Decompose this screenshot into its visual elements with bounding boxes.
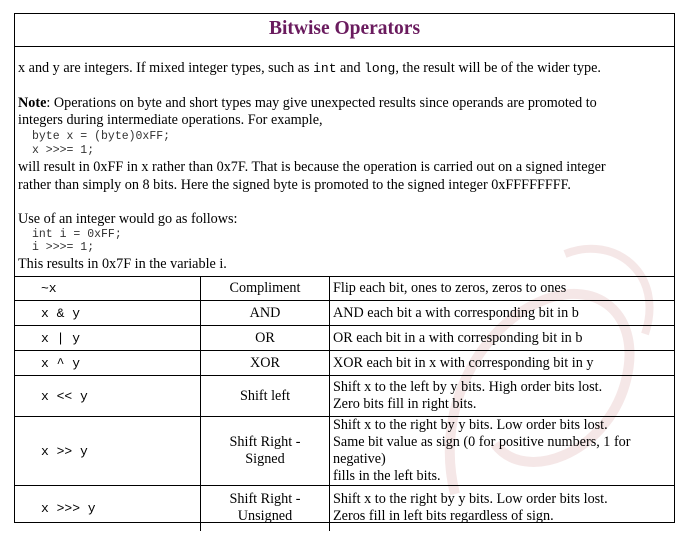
operator-name-cell: OR (201, 326, 330, 351)
operator-cell: x >> y (15, 417, 201, 486)
description-line: AND each bit a with corresponding bit in b (333, 304, 579, 321)
note-paragraph-line3: will result in 0xFF in x rather than 0x7F. That is because the operation is carried out on a signed integer (18, 159, 606, 175)
description-line: Zero bits fill in right bits. (333, 396, 477, 412)
description-cell (330, 417, 675, 486)
page-title: Bitwise Operators (268, 18, 421, 39)
description-cell (330, 486, 675, 531)
table-row (15, 326, 674, 351)
operators-table (15, 276, 674, 531)
description-line: Shift x to the right by y bits. Low order bits lost. (333, 491, 608, 508)
description-cell (330, 376, 675, 417)
description-line: OR each bit in a with corresponding bit in b (333, 329, 583, 346)
description-cell (330, 277, 675, 301)
table-row (15, 417, 674, 486)
code-example-shift: x >>>= 1; (32, 144, 95, 157)
operator-cell: x << y (15, 376, 201, 417)
operator-name-cell: Shift Right - Unsigned (201, 486, 330, 531)
operator-name-cell: AND (201, 301, 330, 326)
table-row (15, 277, 674, 301)
document-frame (14, 13, 675, 523)
operator-cell: x & y (15, 301, 201, 326)
table-row (15, 351, 674, 376)
operator-cell: x >>> y (15, 486, 201, 531)
operator-name-cell: XOR (201, 351, 330, 376)
use-result: This results in 0x7F in the variable i. (18, 256, 227, 272)
intro-paragraph: x and y are integers. If mixed integer types, such as int and long, the result will be of the wider type. (18, 60, 601, 76)
description-line: Shift x to the left by y bits. High order bits lost. (333, 379, 603, 395)
description-cell (330, 351, 675, 376)
description-cell (330, 326, 675, 351)
operator-name-cell: Shift Right - Signed (201, 417, 330, 486)
operator-name-cell: Shift left (201, 376, 330, 417)
note-paragraph-line2: integers during intermediate operations. For example, (18, 112, 323, 128)
note-paragraph-line4: rather than simply on 8 bits. Here the signed byte is promoted to the signed integer 0xFFFFFFFF. (18, 177, 571, 193)
code-example-int-shift: i >>>= 1; (32, 241, 95, 254)
description-line: Zeros fill in left bits regardless of sign. (333, 508, 554, 525)
operator-cell: x ^ y (15, 351, 201, 376)
description-line: Shift x to the right by y bits. Low order bits lost. (333, 417, 608, 433)
table-row (15, 301, 674, 326)
operator-cell: x | y (15, 326, 201, 351)
table-row (15, 486, 674, 531)
use-paragraph: Use of an integer would go as follows: (18, 211, 238, 227)
description-line: fills in the left bits. (333, 468, 441, 484)
code-example-int: int i = 0xFF; (32, 228, 122, 241)
title-divider (15, 46, 674, 47)
description-line: Same bit value as sign (0 for positive numbers, 1 for negative) (333, 434, 631, 467)
operator-cell: ~x (15, 277, 201, 301)
operator-name-cell: Compliment (201, 277, 330, 301)
note-paragraph-line1: Note: Operations on byte and short types may give unexpected results since operands are promoted to (18, 95, 597, 111)
code-example-byte: byte x = (byte)0xFF; (32, 130, 171, 143)
description-line: XOR each bit in x with corresponding bit in y (333, 354, 594, 371)
table-row (15, 376, 674, 417)
description-cell (330, 301, 675, 326)
description-line: Flip each bit, ones to zeros, zeros to ones (333, 280, 567, 296)
